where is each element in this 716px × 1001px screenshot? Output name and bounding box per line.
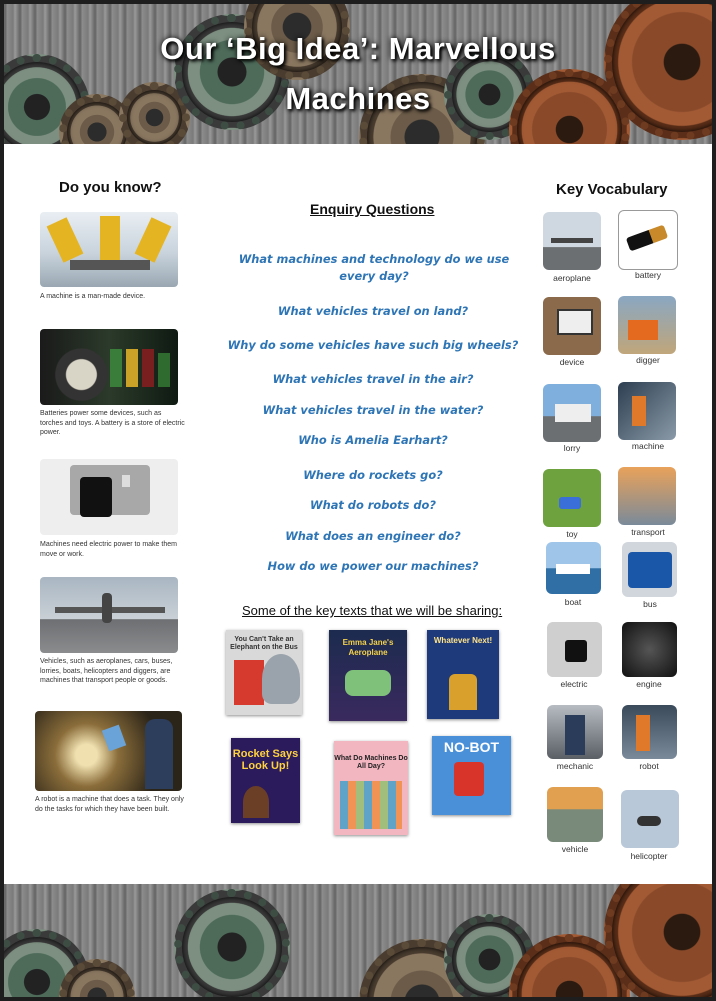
do-you-know-caption: Batteries power some devices, such as torches and toys. A battery is a store of electric power. (40, 410, 185, 436)
book-title: Emma Jane's Aeroplane (342, 638, 394, 657)
enquiry-question: What vehicles travel on land? (277, 304, 469, 318)
vocab-label: helicopter (630, 851, 668, 861)
vocab-label: vehicle (561, 844, 589, 854)
aeroplane-photo (40, 577, 178, 653)
transport-photo (618, 467, 676, 525)
vocab-label: device (559, 357, 585, 367)
machine-photo (618, 382, 676, 440)
vocab-label: electric (560, 679, 588, 689)
helicopter-photo (621, 790, 679, 848)
bus-photo (622, 542, 677, 597)
book-title: NO-BOT (443, 739, 500, 755)
footer-banner (4, 884, 712, 997)
vocab-label: bus (643, 599, 657, 609)
vehicle-photo (547, 787, 603, 842)
enquiry-question: What vehicles travel in the water? (262, 403, 484, 417)
do-you-know-caption: A machine is a man-made device. (40, 293, 146, 300)
robot-photo (622, 705, 677, 759)
toy-photo (543, 469, 601, 527)
book-cover (432, 736, 511, 815)
title-line-2: Machines (285, 81, 431, 116)
book-title: Rocket Says Look Up! (232, 748, 299, 772)
vocab-label: robot (639, 761, 659, 771)
do-you-know-caption: Machines need electric power to make them move or work. (40, 541, 177, 558)
aeroplane-photo (543, 212, 601, 270)
electric-photo (547, 622, 602, 677)
do-you-know-caption: A robot is a machine that does a task. They only do the tasks for which they have been built. (35, 796, 184, 813)
enquiry-heading: Enquiry Questions (310, 201, 435, 217)
book-cover (427, 630, 499, 719)
book-title: What Do Machines Do All Day? (334, 755, 408, 770)
header-banner (4, 4, 712, 144)
enquiry-question: Why do some vehicles have such big wheels? (227, 338, 519, 352)
batteries-photo (40, 329, 178, 405)
vocab-label: digger (636, 355, 660, 365)
enquiry-question: What machines and technology do we use every day? (238, 252, 510, 283)
mechanic-photo (547, 705, 603, 759)
enquiry-question: Who is Amelia Earhart? (298, 433, 448, 447)
book-title: Whatever Next! (433, 636, 493, 645)
poster-body (4, 144, 712, 884)
vocab-label: machine (631, 441, 665, 451)
battery-photo (618, 210, 678, 270)
enquiry-question: Where do rockets go? (303, 468, 443, 482)
do-you-know-heading: Do you know? (59, 179, 162, 196)
plug-socket-photo (40, 459, 178, 535)
do-you-know-caption: Vehicles, such as aeroplanes, cars, buses, lorries, boats, helicopters and diggers, are machines that transport people or goods. (40, 658, 173, 684)
key-texts-heading: Some of the key texts that we will be sharing: (242, 603, 503, 618)
vocab-label: toy (566, 529, 578, 539)
gear-icon (174, 889, 290, 997)
lorry-photo (543, 384, 601, 442)
enquiry-question: What do robots do? (310, 498, 436, 512)
page-title (4, 24, 712, 124)
boat-photo (546, 542, 601, 594)
title-line-1: Our ‘Big Idea’: Marvellous (160, 31, 556, 66)
vocab-label: battery (635, 270, 661, 280)
book-cover (329, 630, 407, 721)
enquiry-question: What does an engineer do? (285, 529, 461, 543)
enquiry-question: What vehicles travel in the air? (272, 372, 474, 386)
vocab-label: aeroplane (553, 273, 591, 283)
vocab-label: boat (564, 597, 582, 607)
enquiry-question: How do we power our machines? (267, 559, 479, 573)
gear-icon (604, 884, 712, 997)
key-vocabulary-heading: Key Vocabulary (556, 181, 668, 198)
engine-photo (622, 622, 677, 677)
device-photo (543, 297, 601, 355)
vocab-label: transport (631, 527, 665, 537)
vocab-label: mechanic (556, 761, 594, 771)
book-cover (231, 738, 300, 823)
robot-factory-photo (35, 711, 182, 791)
book-title: You Can't Take an Elephant on the Bus (230, 636, 298, 651)
vocab-label: engine (636, 679, 662, 689)
book-cover (334, 741, 408, 835)
robot-arms-photo (40, 212, 178, 287)
vocab-label: lorry (563, 443, 581, 453)
digger-photo (618, 296, 676, 354)
book-cover (226, 630, 302, 715)
